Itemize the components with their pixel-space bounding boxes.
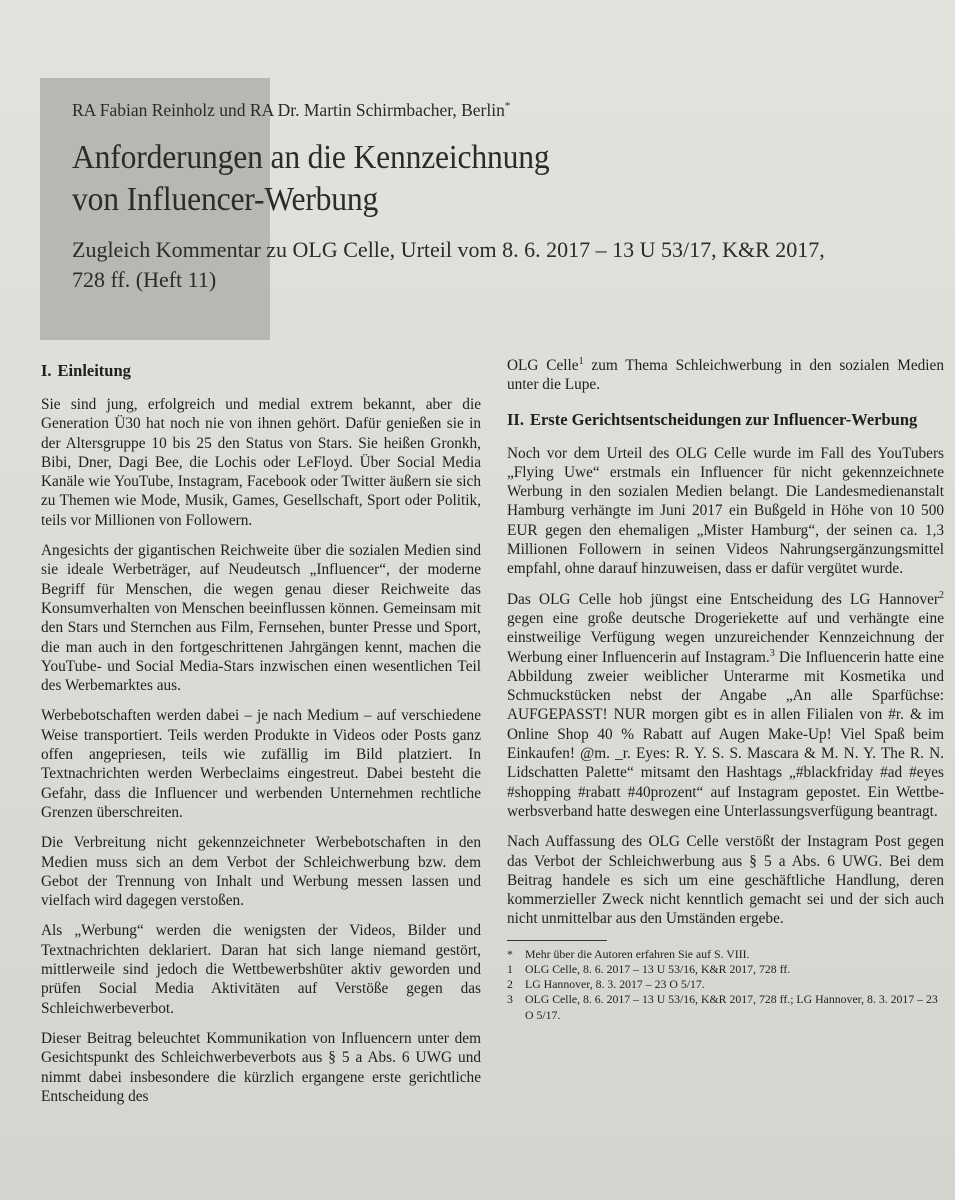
paragraph: Nach Auffassung des OLG Celle verstößt der Instagram Post gegen das Verbot der Schleichwerbung aus § 5 a Abs. 6 UWG. Bei dem Beitrag handele es sich um eine geschäftliche Handlung, deren kommerzieller Zweck nicht kenntlich gemacht sei und der sich auch nicht unmittelbar aus den Umständen ergebe. — [507, 833, 944, 928]
footnote-mark: 2 — [507, 977, 513, 992]
paragraph: Die Verbreitung nicht gekennzeichneter Werbebotschaften in den Medien muss sich an dem Verbot der Schleichwerbung bzw. dem Gebot der Trennung von Inhalt und Werbung messen lassen und vielfach wird dagegen verstoßen. — [41, 834, 481, 910]
section-number: II. — [507, 409, 524, 429]
text-run: Die Influencerin hatte eine Abbildung zweier weiblicher Unterarme mit Kosmetika und Schmuckstücken nebst der Angabe „An alle Sparfüchse: AUFGEPASST! NUR morgen gibt es in allen Filialen von #r. & im Online Shop 40 % Rabatt auf Augen Make-Up! Viel Spaß beim Einkaufen! @m. _r. Eyes: R. Y. S. S. Mascara & M. N. Y. The R. N. Lidschatten Palette“ mitsamt den Hashtags „#blackfriday #ad #eyes #shopping #rabatt #40prozent“ auf Instagram gepostet. Ein Wettbewerbsverband hatte deswegen eine Unterlassungsverfügung beantragt. — [507, 648, 944, 820]
footnote — [507, 977, 944, 992]
paragraph: Sie sind jung, erfolgreich und medial extrem bekannt, aber die Generation Ü30 hat noch nie von ihnen gehört. Dafür genießen sie in der Altersgruppe 10 bis 25 den Status von Stars. Sie heißen Gronkh, Bibi, Dner, Dagi Bee, die Lochis oder LeFloyd. Über Social Media Kanäle wie YouTube, Instagram, Facebook oder Twitter äußern sie sich zu Themen wie Mode, Musik, Games, Gesellschaft, Sport oder Politik, teils vor Millionen von Followern. — [41, 396, 481, 529]
subtitle-line-1: Zugleich Kommentar zu OLG Celle, Urteil vom 8. 6. 2017 – 13 U 53/17, K&R 2017, — [72, 237, 825, 262]
footnote-text: LG Hannover, 8. 3. 2017 – 23 O 5/17. — [525, 977, 705, 992]
section-title: Einleitung — [57, 361, 131, 380]
title-line-1: Anforderungen an die Kennzeichnung — [72, 139, 550, 176]
authors-text: RA Fabian Reinholz und RA Dr. Martin Schirmbacher, Berlin — [72, 100, 505, 120]
footnote-ref: 1 — [578, 355, 584, 367]
paragraph: Noch vor dem Urteil des OLG Celle wurde im Fall des YouTubers „Flying Uwe“ erstmals ein Influencer für nicht gekennzeichnete Werbung in den sozialen Medien belangt. Die Landesmedienanstalt Hamburg verhängte im Juni 2017 ein Bußgeld in Höhe von 10 500 EUR gegen den ehemaligen „Mister Hamburg“, der seinen ca. 1,3 Millionen Followern in seinen Videos Nahrungsergänzungsmittel empfahl, ohne darauf hinzuweisen, dass er dafür vergütet wurde. — [507, 444, 944, 578]
authors-line — [72, 100, 942, 121]
footnote-text: Mehr über die Autoren erfahren Sie auf S. VIII. — [525, 946, 750, 961]
subtitle-line-2: 728 ff. (Heft 11) — [72, 267, 217, 292]
footnote-text: OLG Celle, 8. 6. 2017 – 13 U 53/16, K&R 2017, 728 ff. — [525, 961, 791, 976]
footnotes — [507, 947, 944, 1023]
authors-footnote-mark: * — [504, 100, 511, 113]
paragraph: Angesichts der gigantischen Reichweite über die sozialen Medien sind sie ideale Werbeträger, auf Neudeutsch „Influencer“, der moderne Begriff für Menschen, die wegen genau dieser Reichweite das Konsumverhalten von Menschen beeinflussen können. Gemeinsam mit den Stars und Sternchen aus Film, Fernsehen, bunter Presse und Sport, die man auch in den fortgeschrittenen Jahrgängen kennt, machen die YouTube- und Social Media-Stars inzwischen einen wesentlichen Teil des Werbemarktes aus. — [41, 542, 481, 695]
left-column — [41, 360, 481, 1117]
footnote — [507, 992, 944, 1022]
section-heading-1 — [41, 360, 481, 381]
paragraph: Dieser Beitrag beleuchtet Kommunikation von Influencern unter dem Gesichtspunkt des Schleichwerbeverbots aus § 5 a Abs. 6 UWG und nimmt dabei insbesondere die kürzlich ergangene erste gerichtliche Entscheidung des — [41, 1029, 481, 1105]
text-run: OLG Celle — [507, 357, 579, 374]
footnote-mark: * — [507, 946, 513, 961]
text-run: Das OLG Celle hob jüngst eine Entscheidung des LG Hannover — [507, 590, 939, 608]
section-number: I. — [41, 361, 52, 380]
paragraph — [507, 590, 944, 822]
article-subtitle — [72, 235, 942, 295]
section-title: Erste Gerichtsentscheidungen zur Influencer-Werbung — [529, 409, 918, 429]
footnote-text: OLG Celle, 8. 6. 2017 – 13 U 53/16, K&R 2017, 728 ff.; LG Hannover, 8. 3. 2017 – 23 O 5/17. — [525, 992, 938, 1022]
article-title — [72, 137, 881, 221]
paragraph — [507, 356, 944, 395]
footnote-mark: 3 — [507, 992, 513, 1007]
right-column — [507, 356, 944, 1023]
footnote — [507, 947, 944, 962]
title-line-2: von Influencer-Werbung — [72, 181, 379, 218]
text-run: zum Thema Schleichwerbung in den sozialen Medien unter die Lupe. — [507, 357, 944, 394]
footnote-mark: 1 — [507, 961, 513, 976]
article-header — [72, 100, 942, 295]
footnote-divider — [507, 940, 607, 941]
footnote-ref: 2 — [939, 589, 944, 601]
paragraph: Als „Werbung“ werden die wenigsten der Videos, Bilder und Textnachrichten deklariert. Daran hat sich lange niemand gestört, mittlerweile sind jedoch die Wettbewerbshüter aktiv geworden und prüfen Social Media Aktivitäten auf Verstöße gegen das Schleichwerbeverbot. — [41, 922, 481, 1017]
footnote-ref: 3 — [769, 647, 775, 659]
section-heading-2 — [507, 409, 944, 430]
text-run: gegen eine große deutsche Drogeriekette auf und verhängte eine einstweilige Verfügung wegen unzureichender Kennzeichnung der Werbung einer Influencerin auf Instagram. — [507, 609, 944, 666]
footnote — [507, 962, 944, 977]
paragraph: Werbebotschaften werden dabei – je nach Medium – auf verschiedene Weise transportiert. Teils werden Produkte in Videos oder Posts ganz offen angepriesen, teils wie zufällig im Bild platziert. In Textnachrichten werden Werbeclaims eingestreut. Dabei besteht die Gefahr, dass die Influencer und werbenden Unternehmen rechtliche Grenzen überschreiten. — [41, 707, 481, 821]
